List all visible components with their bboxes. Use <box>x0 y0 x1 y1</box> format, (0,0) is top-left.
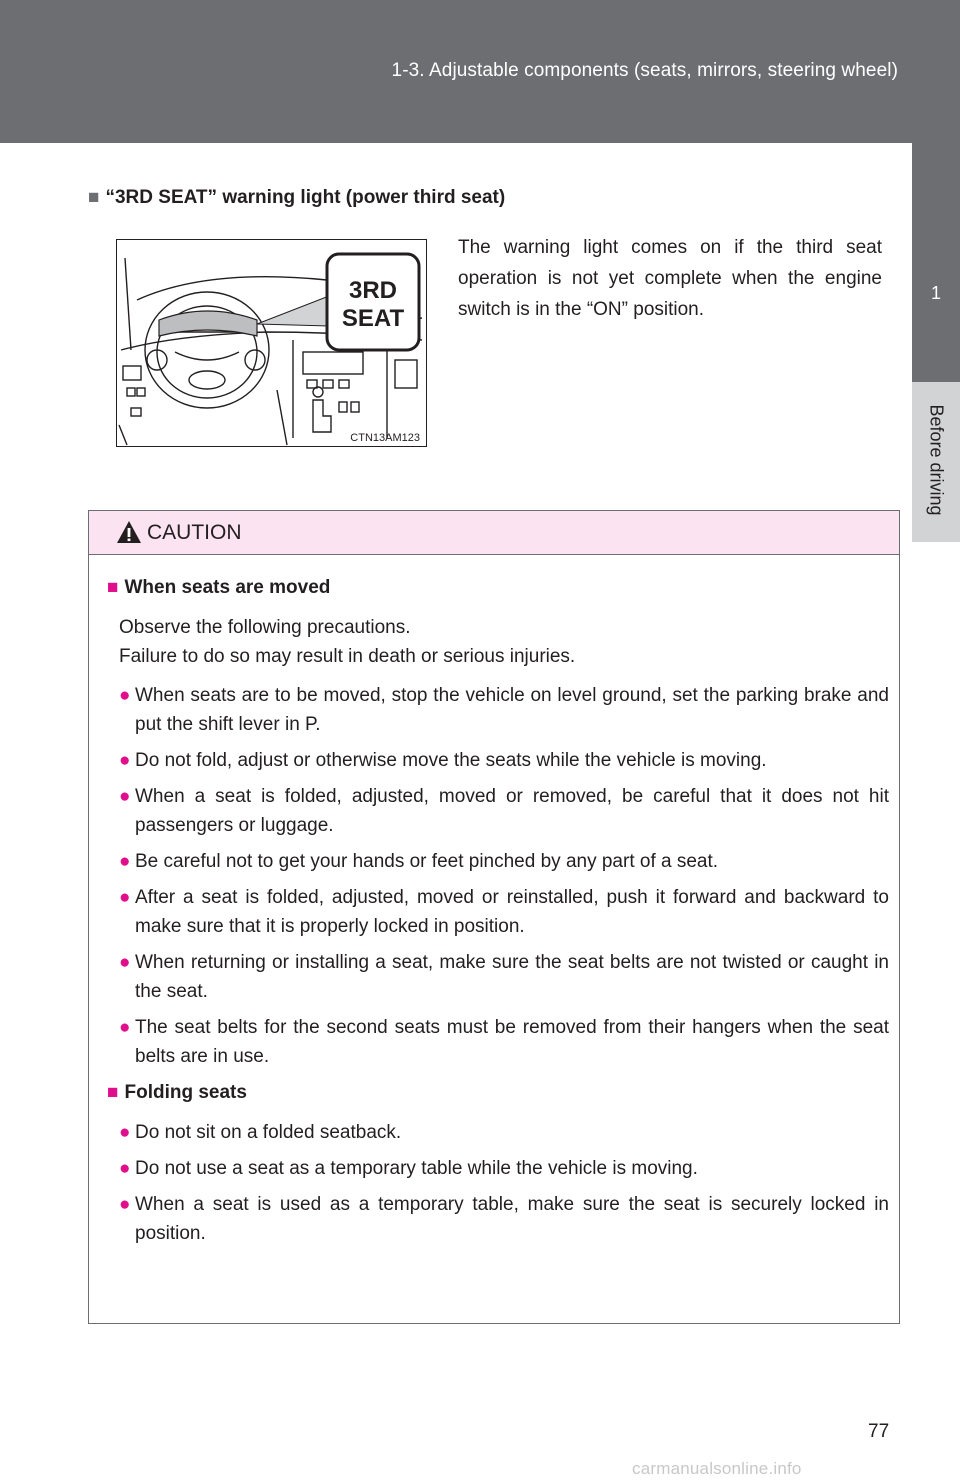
page-number: 77 <box>868 1421 890 1442</box>
circle-bullet-icon: ● <box>119 1122 131 1143</box>
list-item: ● Do not sit on a folded seatback. <box>119 1118 889 1147</box>
list-item: ● When a seat is used as a temporary table, make sure the seat is securely locked in position. <box>119 1190 889 1248</box>
caution-box <box>88 510 900 1324</box>
dashboard-drawing <box>117 240 426 446</box>
circle-bullet-icon: ● <box>119 952 131 973</box>
watermark: carmanualsonline.info <box>632 1459 802 1478</box>
chapter-number: 1 <box>930 283 941 303</box>
section-heading <box>88 187 505 209</box>
chapter-tab <box>912 143 960 382</box>
section-description: The warning light comes on if the third seat operation is not yet complete when the engine switch is in the “ON” position. <box>458 237 882 320</box>
caution-subheading: ■ Folding seats <box>107 1082 247 1103</box>
list-item: ● Do not use a seat as a temporary table while the vehicle is moving. <box>119 1154 889 1183</box>
circle-bullet-icon: ● <box>119 1194 131 1215</box>
page-header <box>0 0 960 143</box>
circle-bullet-icon: ● <box>119 786 131 807</box>
list-item: ● The seat belts for the second seats must be removed from their hangers when the seat belts are in use. <box>119 1013 889 1071</box>
caution-intro <box>119 613 889 671</box>
caution-subheading: ■ When seats are moved <box>107 577 331 598</box>
square-bullet-icon: ■ <box>107 1082 119 1103</box>
square-bullet-icon: ■ <box>88 187 100 208</box>
list-item: ● When returning or installing a seat, make sure the seat belts are not twisted or caught in the seat. <box>119 948 889 1006</box>
circle-bullet-icon: ● <box>119 750 131 771</box>
list-item: ● After a seat is folded, adjusted, moved or reinstalled, push it forward and backward to make sure that it is properly locked in position. <box>119 883 889 941</box>
caution-title: CAUTION <box>147 521 242 544</box>
circle-bullet-icon: ● <box>119 685 131 706</box>
section-heading-text: “3RD SEAT” warning light (power third seat) <box>105 187 506 208</box>
square-bullet-icon: ■ <box>107 577 119 598</box>
intro-line: Failure to do so may result in death or serious injuries. <box>119 646 576 667</box>
indicator-text-seat: SEAT <box>341 305 405 332</box>
circle-bullet-icon: ● <box>119 887 131 908</box>
dashboard-illustration <box>116 239 427 447</box>
chapter-label: Before driving <box>926 404 947 516</box>
caution-header <box>89 511 899 555</box>
list-item: ● When a seat is folded, adjusted, moved or removed, be careful that it does not hit passengers or luggage. <box>119 782 889 840</box>
warning-triangle-icon <box>116 520 142 544</box>
circle-bullet-icon: ● <box>119 851 131 872</box>
list-item: ● Be careful not to get your hands or feet pinched by any part of a seat. <box>119 847 889 876</box>
header-title: 1-3. Adjustable components (seats, mirrors, steering wheel) <box>391 60 898 81</box>
circle-bullet-icon: ● <box>119 1017 131 1038</box>
list-item: ● Do not fold, adjust or otherwise move the seats while the vehicle is moving. <box>119 746 889 775</box>
indicator-text-3rd: 3RD <box>348 277 398 304</box>
intro-line: Observe the following precautions. <box>119 617 411 638</box>
circle-bullet-icon: ● <box>119 1158 131 1179</box>
caution-body <box>107 573 889 1255</box>
list-item: ● When seats are to be moved, stop the vehicle on level ground, set the parking brake and put the shift lever in P. <box>119 681 889 739</box>
figure-code: CTN13AM123 <box>350 432 420 444</box>
